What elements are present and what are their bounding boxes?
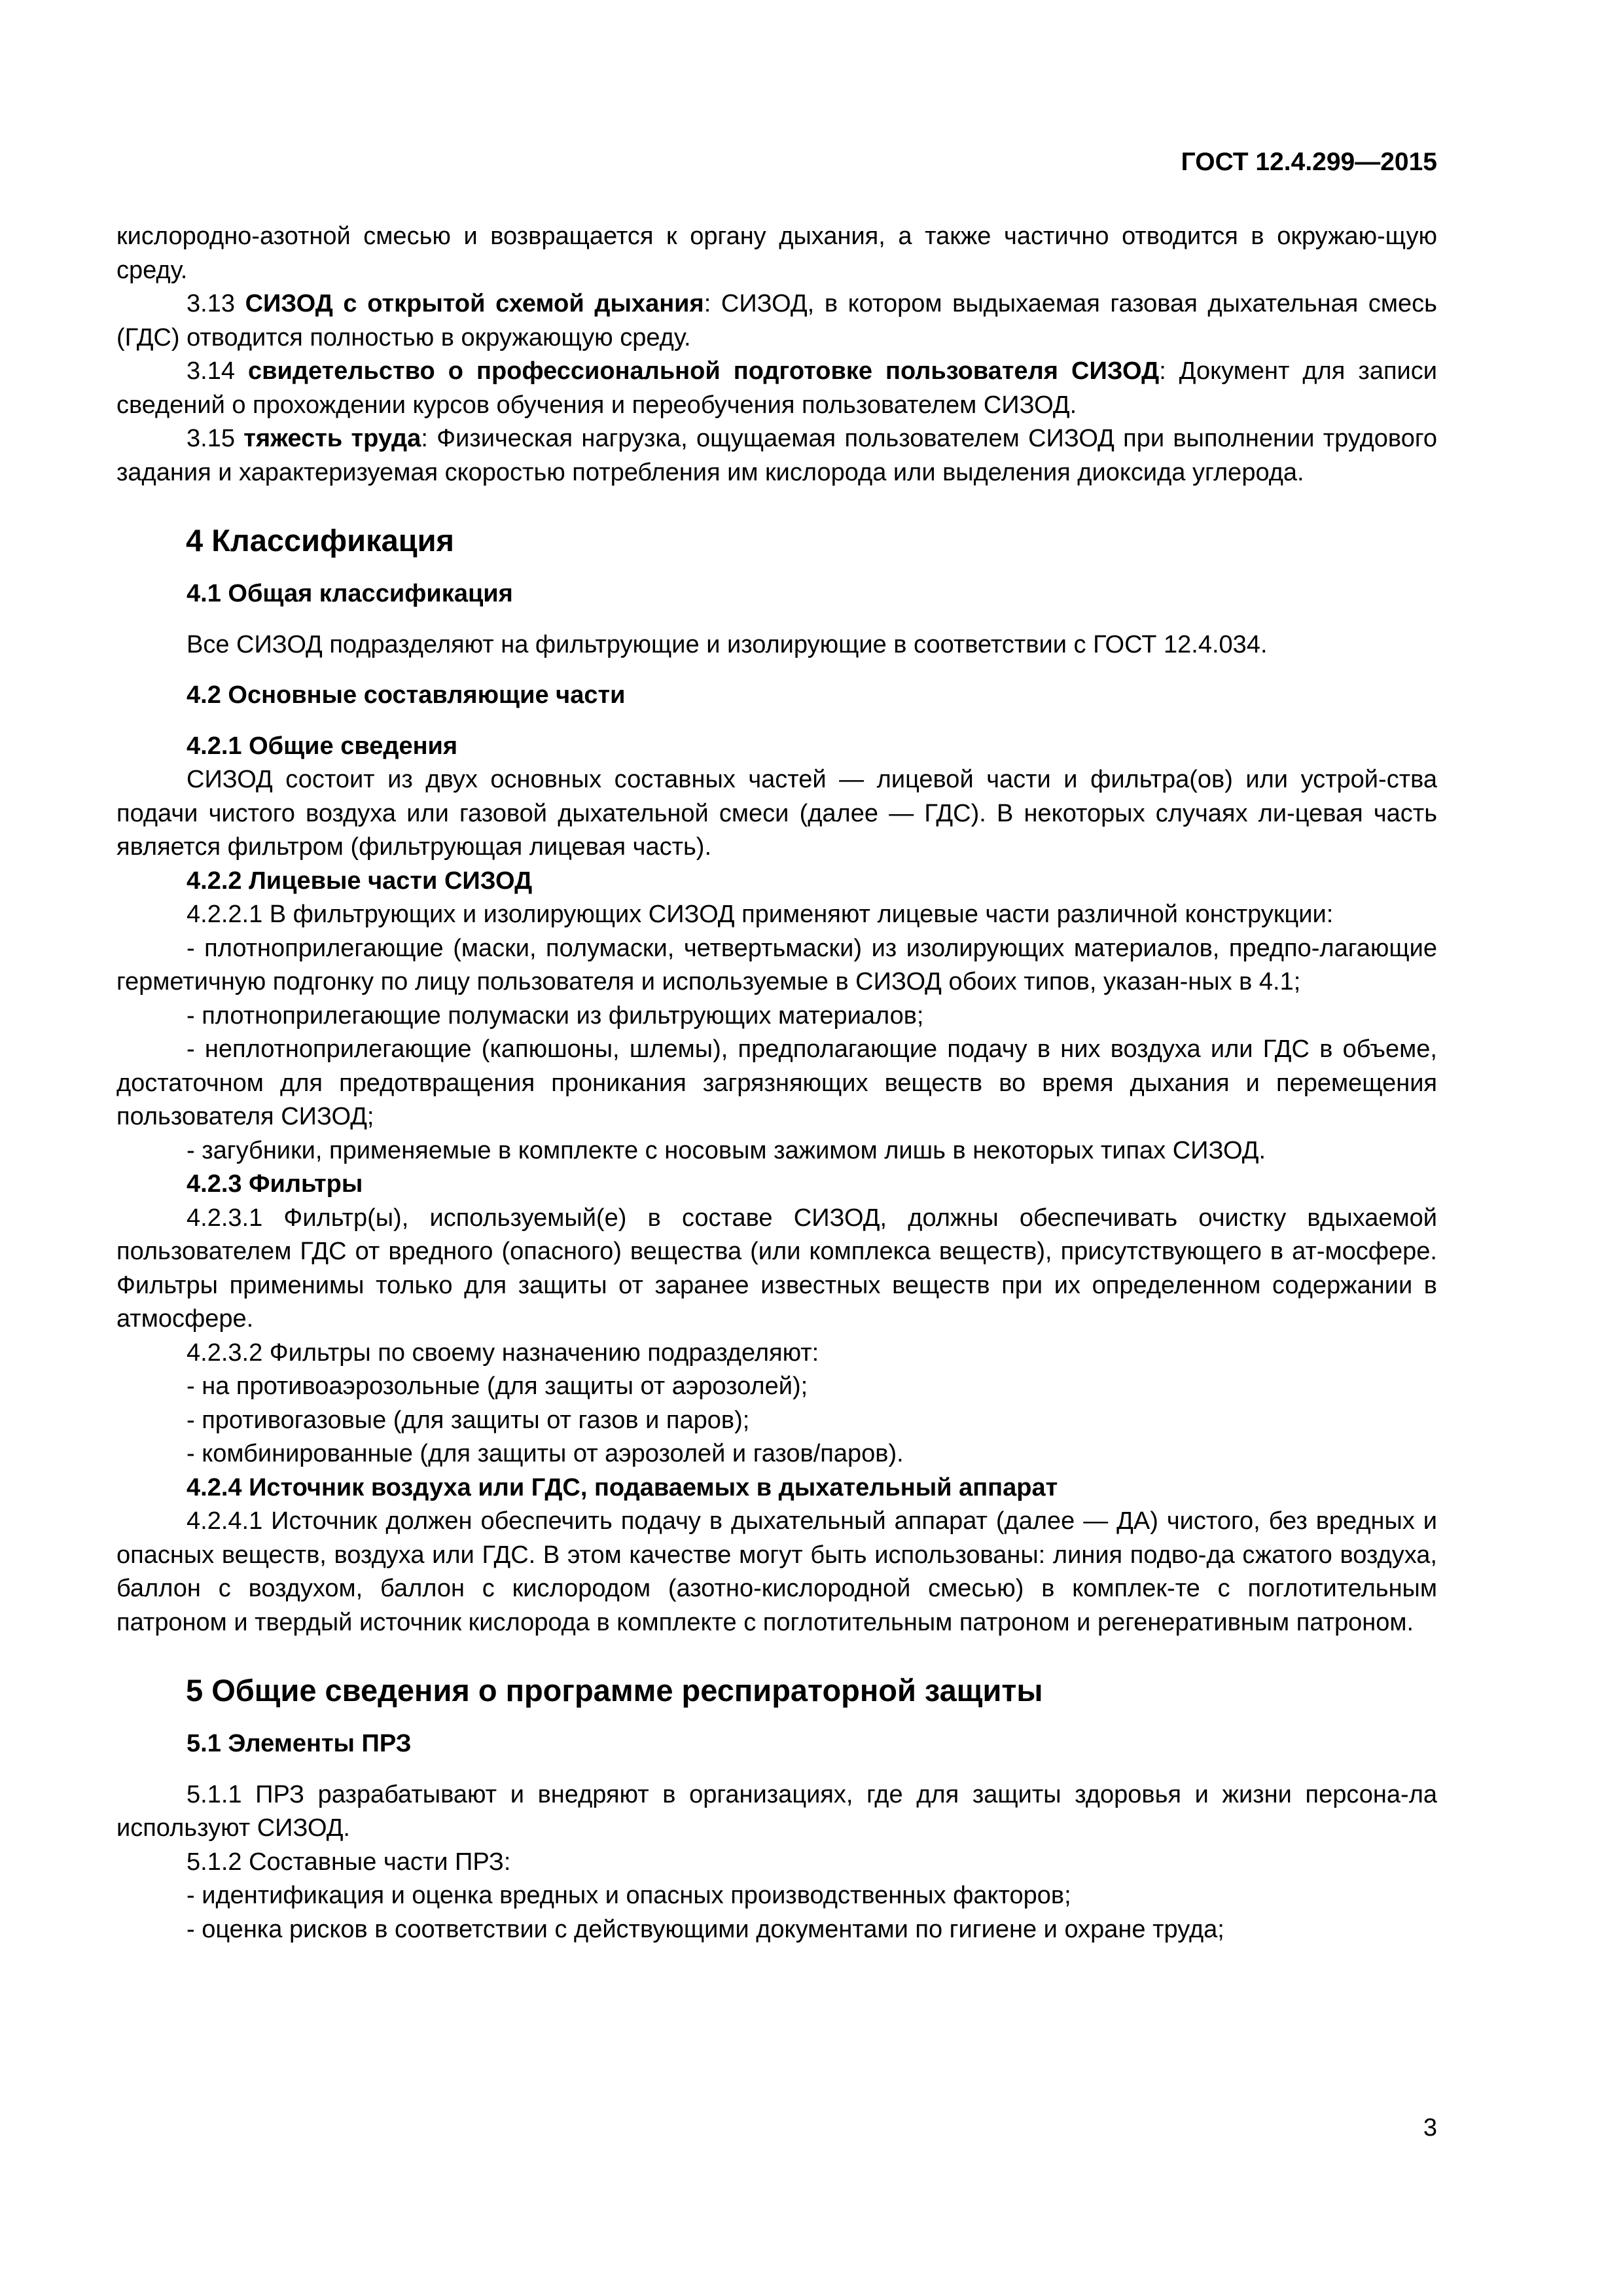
definition-text: : СИЗОД, в котором выдыхаемая газовая дыхательная смесь (ГДС) отводится полностью в окружающую среду. <box>116 290 1437 351</box>
subsection-heading-4-2-2: 4.2.2 Лицевые части СИЗОД <box>187 867 533 895</box>
list-item: - противогазовые (для защиты от газов и паров); <box>187 1406 750 1434</box>
paragraph: 4.2.4.1 Источник должен обеспечить подачу в дыхательный аппарат (далее — ДА) чистого, без вредных и опасных веществ, воздуха или ГДС. В этом качестве могут быть использованы: линия подво-да сжатого воздуха, баллон с воздухом, баллон с кислородом (азотно-кислородной смесью) в комплек-те с поглотительным патроном и твердый источник кислорода в комплекте с поглотительным патроном и регенеративным патроном. <box>116 1507 1437 1636</box>
list-item: - комбинированные (для защиты от аэрозолей и газов/паров). <box>187 1440 904 1467</box>
section-heading-5: 5 Общие сведения о программе респираторной защиты <box>186 1673 1043 1708</box>
list-item: - на противоаэрозольные (для защиты от аэрозолей); <box>187 1372 808 1400</box>
document-page <box>116 0 1437 2296</box>
clause-number: 3.15 <box>187 425 244 452</box>
subsection-heading-4-2-1: 4.2.1 Общие сведения <box>187 732 458 760</box>
definition-3-14 <box>116 355 1437 422</box>
paragraph: 5.1.2 Составные части ПРЗ: <box>187 1848 511 1876</box>
section-heading-4: 4 Классификация <box>186 523 454 558</box>
paragraph: 4.2.3.1 Фильтр(ы), используемый(е) в составе СИЗОД, должны обеспечивать очистку вдыхаемой пользователем ГДС от вредного (опасного) вещества (или комплекса веществ), присутствующего в ат-мосфере. Фильтры применимы только для защиты от заранее известных веществ при их определенном содержании в атмосфере. <box>116 1204 1437 1333</box>
paragraph: Все СИЗОД подразделяют на фильтрующие и изолирующие в соответствии с ГОСТ 12.4.034. <box>187 630 1268 658</box>
subsection-heading-5-1: 5.1 Элементы ПРЗ <box>187 1730 412 1757</box>
list-item: - загубники, применяемые в комплекте с носовым зажимом лишь в некоторых типах СИЗОД. <box>187 1136 1266 1164</box>
list-item: - плотноприлегающие (маски, полумаски, четвертьмаски) из изолирующих материалов, предпо-лагающие герметичную подгонку по лицу пользователя и используемые в СИЗОД обоих типов, указан-ных в 4.1; <box>116 934 1437 996</box>
list-item: - идентификация и оценка вредных и опасных производственных факторов; <box>187 1882 1071 1909</box>
list-item: - плотноприлегающие полумаски из фильтрующих материалов; <box>187 1001 924 1030</box>
subsection-heading-4-1: 4.1 Общая классификация <box>187 580 513 607</box>
list-item: - оценка рисков в соответствии с действующими документами по гигиене и охране труда; <box>187 1915 1224 1943</box>
document-body <box>116 220 1437 1946</box>
page-number: 3 <box>1423 2114 1437 2142</box>
paragraph: 4.2.3.2 Фильтры по своему назначению подразделяют: <box>187 1338 819 1367</box>
paragraph: СИЗОД состоит из двух основных составных частей — лицевой части и фильтра(ов) или устрой-ства подачи чистого воздуха или газовой дыхательной смеси (далее — ГДС). В некоторых случаях ли-цевая часть является фильтром (фильтрующая лицевая часть). <box>116 766 1437 861</box>
defined-term: СИЗОД с открытой схемой дыхания <box>245 290 704 317</box>
defined-term: тяжесть труда <box>243 425 421 452</box>
definition-3-15 <box>116 422 1437 490</box>
paragraph: кислородно-азотной смесью и возвращается к органу дыхания, а также частично отводится в окружаю-щую среду. <box>116 223 1437 284</box>
paragraph: 4.2.2.1 В фильтрующих и изолирующих СИЗОД применяют лицевые части различной конструкции: <box>187 901 1334 928</box>
list-item: - неплотноприлегающие (капюшоны, шлемы), предполагающие подачу в них воздуха или ГДС в объеме, достаточном для предотвращения проникания загрязняющих веществ во время дыхания и перемещения пользователя СИЗОД; <box>116 1035 1437 1130</box>
subsection-heading-4-2: 4.2 Основные составляющие части <box>187 681 626 709</box>
paragraph: 5.1.1 ПРЗ разрабатывают и внедряют в организациях, где для защиты здоровья и жизни персона-ла используют СИЗОД. <box>116 1780 1437 1842</box>
definition-text: : Документ для записи сведений о прохождении курсов обучения и переобучения пользователем СИЗОД. <box>116 357 1437 419</box>
subsection-heading-4-2-3: 4.2.3 Фильтры <box>187 1170 363 1198</box>
definition-3-13 <box>116 287 1437 355</box>
defined-term: свидетельство о профессиональной подготовке пользователя СИЗОД <box>248 357 1160 385</box>
clause-number: 3.13 <box>187 290 245 317</box>
clause-number: 3.14 <box>187 357 249 385</box>
definition-text: : Физическая нагрузка, ощущаемая пользователем СИЗОД при выполнении трудового задания и характеризуемая скоростью потребления им кислорода или выделения диоксида углерода. <box>116 425 1437 486</box>
document-code: ГОСТ 12.4.299—2015 <box>1181 148 1437 176</box>
subsection-heading-4-2-4: 4.2.4 Источник воздуха или ГДС, подаваемых в дыхательный аппарат <box>187 1473 1058 1501</box>
